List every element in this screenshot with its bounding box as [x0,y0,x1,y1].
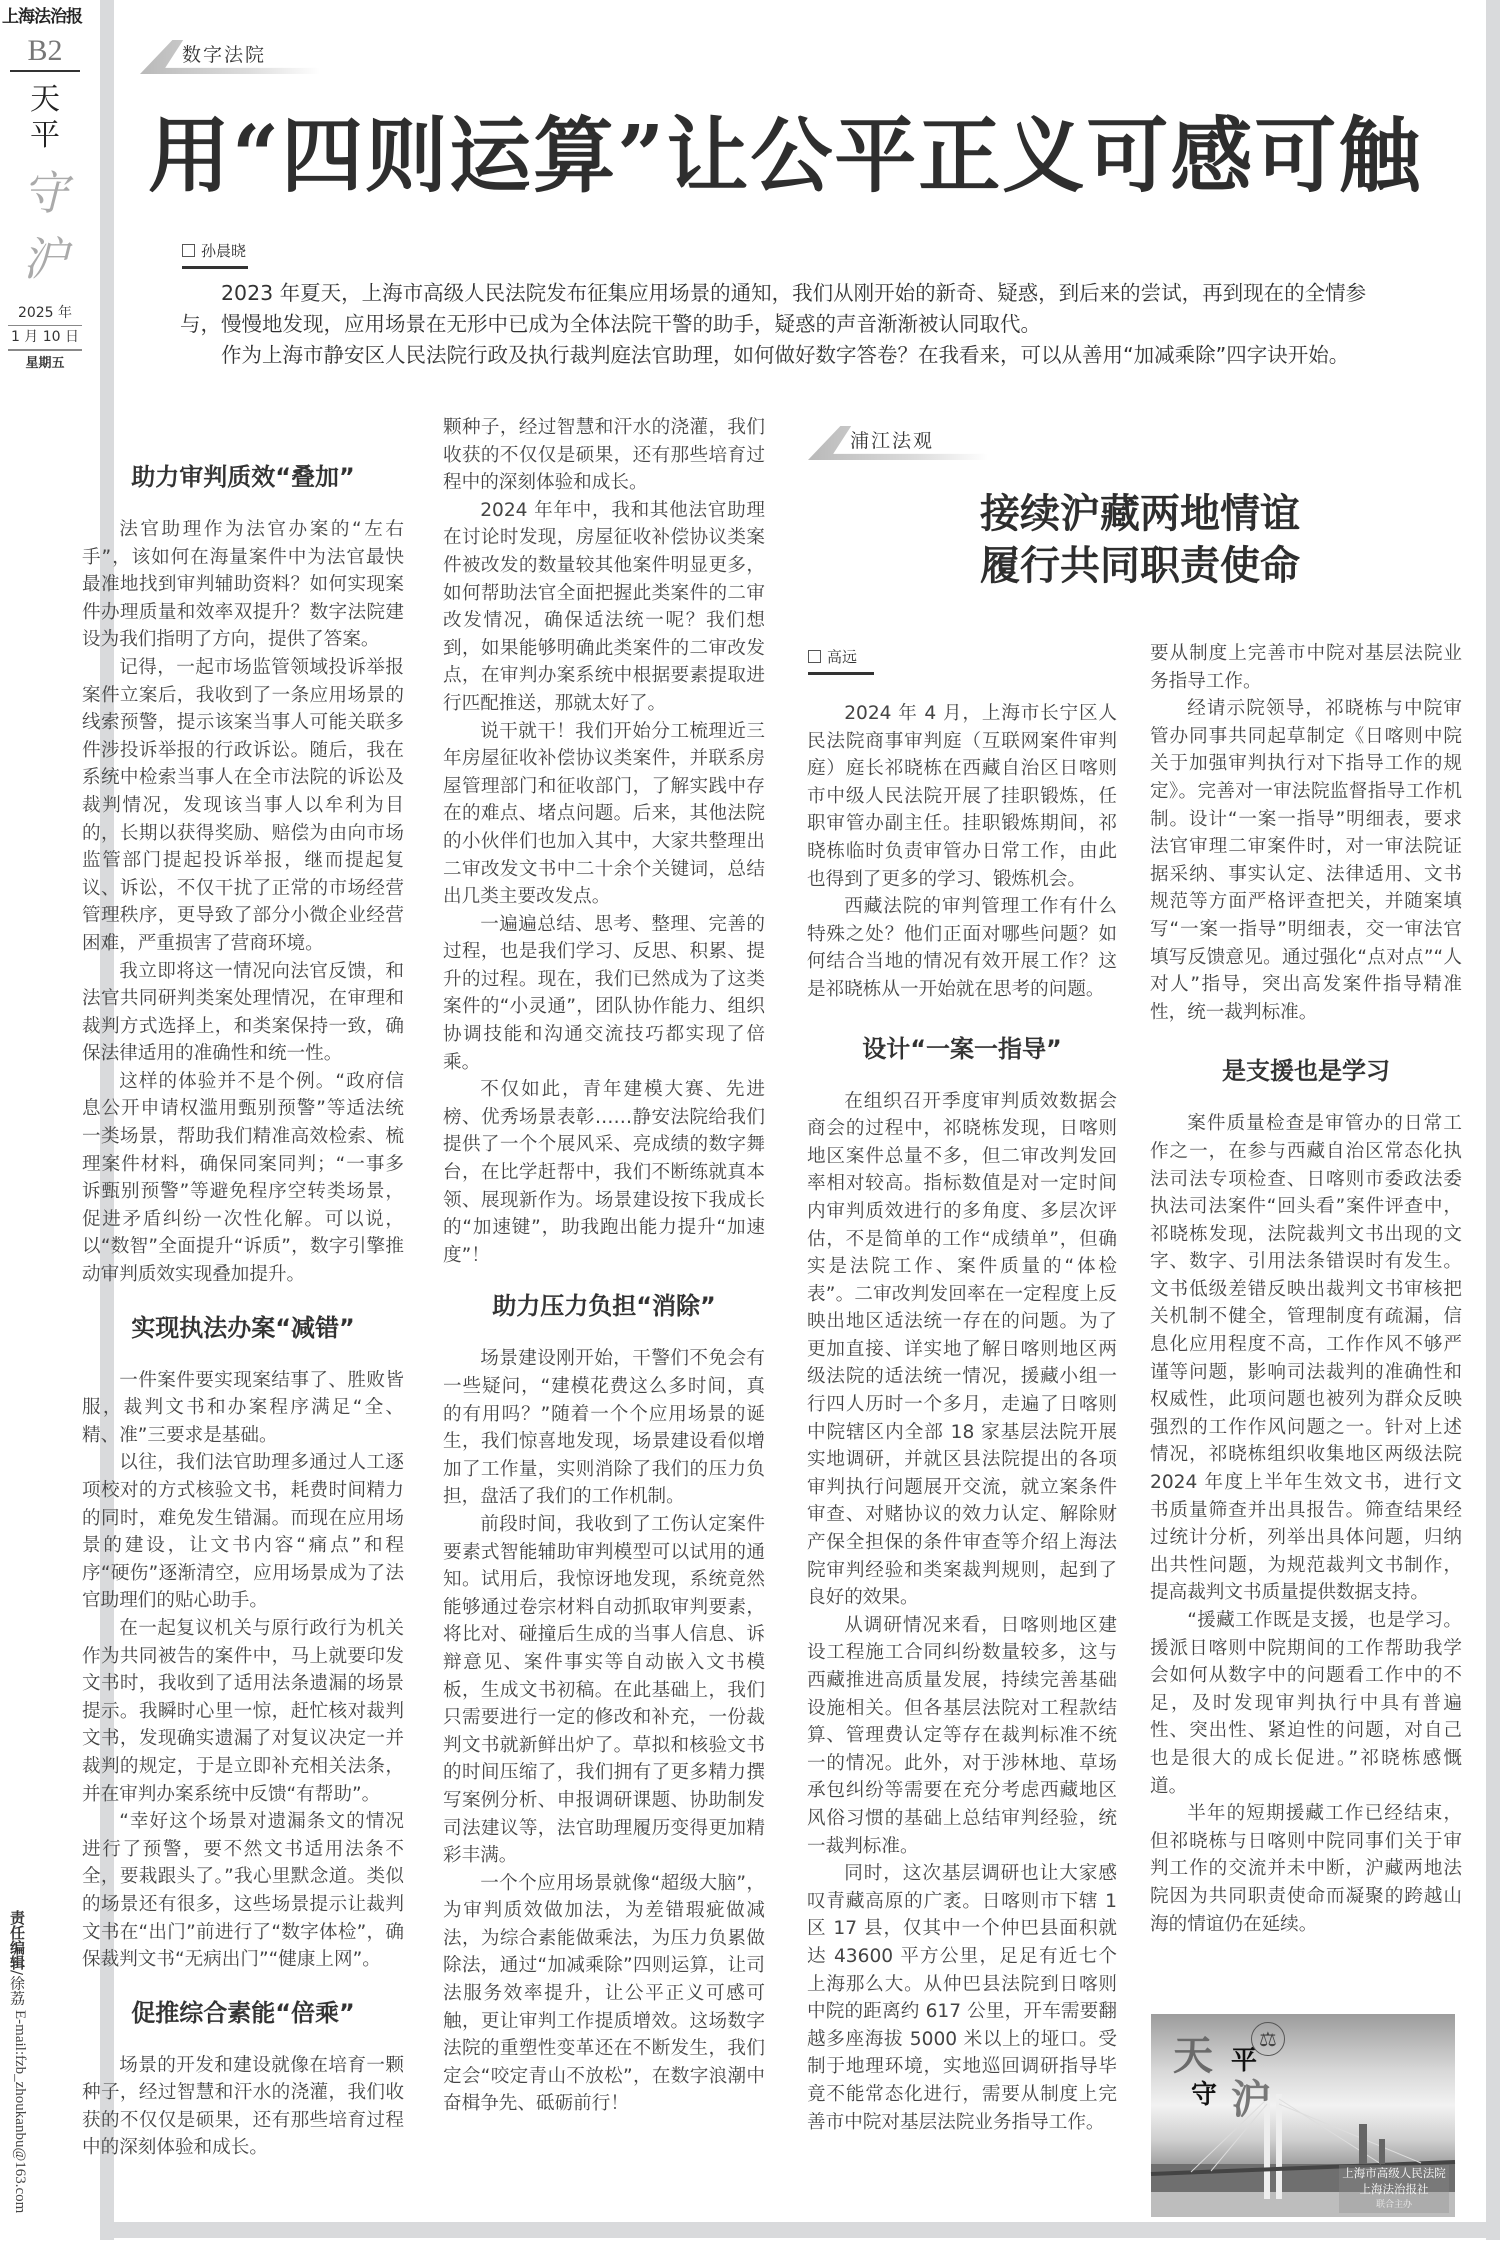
date-year: 2025 年 [8,302,82,326]
paragraph: 场景建设刚开始，干警们不免会有一些疑问，“建模花费这么多时间，真的有用吗？”随着一个个应用场景的诞生，我们惊喜地发现，场景建设看似增加了工作量，实则消除了我们的压力负担，盘活了我们的工作机制。 [443,1348,765,1508]
banner-char: 守 [1191,2080,1218,2110]
editor-credit [0,1910,28,2005]
column-char: 沪 [22,232,68,286]
section-heading: 助力审判质效“叠加” [131,463,355,491]
byline-box-icon [182,244,195,257]
paragraph: 西藏法院的审判管理工作有什么特殊之处？他们正面对哪些问题？如何结合当地的情况有效开展工作？这是祁晓栋从一开始就在思考的问题。 [807,896,1117,1000]
section-tag-label: 浦江法观 [850,430,935,452]
paragraph: 记得，一起市场监管领域投诉举报案件立案后，我收到了一条应用场景的线索预警，提示该案当事人可能关联多件涉投诉举报的行政诉讼。随后，我在系统中检索当事人在全市法院的诉讼及裁判情况，发现该当事人以牟利为目的，长期以获得奖励、赔偿为由向市场监管部门提起投诉举报，继而提起复议、诉讼，不仅干扰了正常的市场经营管理秩序，更导致了部分小微企业经营困难，严重损害了营商环境。 [82,656,404,954]
page-number: B2 [10,34,80,72]
byline-rule [808,672,874,675]
banner-char: 天 [1173,2032,1213,2079]
author-name: 孙晨晓 [201,242,247,260]
article1-title: 用“四则运算”让公平正义可感可触 [148,108,1423,204]
caption-line: 上海市高级人民法院 [1342,2166,1446,2180]
page-frame-right [1486,0,1500,2240]
caption-line: 上海法治报社 [1359,2182,1429,2196]
paragraph: 这样的体验并不是个例。“政府信息公开申请权滥用甄别预警”等适法统一类场景，帮助我们精准高效检索、梳理案件材料，确保同案同判；“一事多诉甄别预警”等避免程序空转类场景，促进矛盾纠纷一次性化解。可以说，以“数智”全面提升“诉质”，数字引擎推动审判质效实现叠加提升。 [82,1070,404,1286]
newspaper-masthead: 上海法治报 [2,7,82,27]
column-char: 平 [30,118,60,153]
paragraph: 经请示院领导，祁晓栋与中院审管办同事共同起草制定《日喀则中院关于加强审判执行对下指导工作的规定》。完善对一审法院监督指导工作机制。设计“一案一指导”明细表，要求法官审理二审案件时，对一审法院证据采纳、事实认定、法律适用、文书规范等方面严格评查把关，并随案填写“一案一指导”明细表，交一审法官填写反馈意见。通过强化“点对点”“人对人”指导，突出高发案件指导精准性，统一裁判标准。 [1150,698,1462,1023]
paragraph: 2024 年年中，我和其他法官助理在讨论时发现，房屋征收补偿协议类案件被改发的数量较其他案件明显更多，如何帮助法官全面把握此类案件的二审改发情况，确保适法统一呢？我们想到，如果能够明确此类案件的二审改发点，在审判办案系统中根据要素提取进行匹配推送，那就太好了。 [443,499,765,714]
column-banner-photo [1151,2014,1455,2217]
paragraph: 2024 年 4 月，上海市长宁区人民法院商事审判庭（互联网案件审判庭）庭长祁晓栋在西藏自治区日喀则市中级人民法院开展了挂职锻炼，任职审管办副主任。挂职锻炼期间，祁晓栋临时负责审管办日常工作，由此也得到了更多的学习、锻炼机会。 [807,703,1117,890]
section-heading: 是支援也是学习 [1222,1057,1390,1086]
editor-name: /徐荔 [8,1970,26,2006]
paragraph: 以往，我们法官助理多通过人工逐项校对的方式核验文书，耗费时间精力的同时，难免发生错漏。而现在应用场景的建设，让文书内容“痛点”和程序“硬伤”逐渐清空，应用场景成为了法官助理们的贴心助手。 [82,1452,404,1612]
column-name-line2 [10,160,80,292]
section-heading: 设计“一案一指导” [862,1034,1062,1063]
page-frame-bottom [100,2222,1500,2238]
section-tag-digital-court [140,40,320,74]
paragraph: 场景的开发和建设就像在培育一颗种子，经过智慧和汗水的浇灌，我们收获的不仅仅是硕果，还有那些培育过程中的深刻体验和成长。 [82,2054,404,2159]
banner-char: 沪 [1231,2077,1271,2123]
editor-email: E-mail:fzb_zhoukanbu@163.com [12,2010,28,2214]
article1-byline [182,240,246,261]
skyscraper [1379,2139,1385,2164]
paragraph: 说干就干！我们开始分工梳理近三年房屋征收补偿协议类案件，并联系房屋管理部门和征收部门，了解实践中存在的难点、堵点问题。后来，其他法院的小伙伴们也加入其中，大家共整理出二审改发文书中二十余个关键词，总结出几类主要改发点。 [443,720,765,908]
paragraph: “援藏工作既是支援，也是学习。援派日喀则中院期间的工作帮助我学会如何从数字中的问题看工作中的不足，及时发现审判执行中具有普遍性、突出性、紧迫性的问题，对自己也是很大的成长促进。”祁晓栋感慨道。 [1150,1610,1462,1797]
byline-box-icon [808,650,821,663]
paragraph-continued: 要从制度上完善市中院对基层法院业务指导工作。 [1150,643,1462,692]
article2-column-1 [807,700,1117,2136]
column-char: 天 [30,82,60,117]
paragraph: 同时，这次基层调研也让大家感叹青藏高原的广袤。日喀则市下辖 1 区 17 县，仅其中一个仲巴县面积就达 43600 平方公里，足足有近七个上海那么大。从仲巴县法院到日喀则中院的距离约 617 公里，开车需要翻越多座海拔 5000 米以上的垭口。受制于地理环境，实地巡回调研指导毕竟不能常态化进行，需要从制度上完善市中院对基层法院业务指导工作。 [807,1863,1117,2133]
paragraph: 在一起复议机关与原行政行为机关作为共同被告的案件中，马上就要印发文书时，我收到了适用法条遗漏的场景提示。我瞬时心里一惊，赶忙核对裁判文书，发现确实遗漏了对复议决定一并裁判的规定，于是立即补充相关法条，并在审判办案系统中反馈“有帮助”。 [82,1617,404,1805]
paragraph: 案件质量检查是审管办的日常工作之一，在参与西藏自治区常态化执法司法专项检查、日喀则市委政法委执法司法案件“回头看”案件评查中，祁晓栋发现，法院裁判文书出现的文字、数字、引用法条错误时有发生。文书低级差错反映出裁判文书审核把关机制不健全，管理制度有疏漏，信息化应用程度不高，工作作风不够严谨等问题，影响司法裁判的准确性和权威性，此项问题也被列为群众反映强烈的工作作风问题之一。针对上述情况，祁晓栋组织收集地区两级法院 2024 年度上半年生效文书，进行文书质量筛查并出具报告。筛查结果经过统计分析，列举出具体问题，归纳出共性问题，为规范裁判文书制作，提高裁判文书质量提供数据支持。 [1150,1113,1462,1604]
title-line: 接续沪藏两地情谊 [980,490,1300,537]
scales-of-justice-icon: ⚖ [1251,2022,1285,2056]
section-heading: 促推综合素能“倍乘” [131,1998,355,2027]
lead-paragraph: 作为上海市静安区人民法院行政及执行裁判庭法官助理，如何做好数字答卷？在我看来，可以从善用“加减乘除”四字诀开始。 [221,343,1350,367]
article1-lead [180,278,1400,371]
section-heading: 助力压力负担“消除” [492,1292,716,1321]
article2-column-2 [1150,640,1462,1938]
date-weekday: 星期五 [25,356,65,371]
section-tag-label: 数字法院 [182,44,267,66]
author-name: 高远 [827,648,858,666]
paragraph: 一个个应用场景就像“超级大脑”，为审判质效做加法，为差错瑕疵做减法，为综合素能做乘法，为压力负累做除法，通过“加减乘除”四则运算，让司法服务效率提升，让公平正义可感可触，更让审判工作提质增效。这场数字法院的重塑性变革还在不断发生，我们定会“咬定青山不放松”，在数字浪潮中奋楫争先、砥砺前行！ [443,1872,765,2115]
paragraph: 在组织召开季度审判质效数据会商会的过程中，祁晓栋发现，日喀则地区案件总量不多，但二审改判发回率相对较高。指标数值是对一定时间内审判质效进行的多角度、多层次评估，不是简单的工作“成绩单”，但确实是法院工作、案件质量的“体检表”。二审改判发回率在一定程度上反映出地区适法统一存在的问题。为了更加直接、详实地了解日喀则地区两级法院的适法统一情况，援藏小组一行四人历时一个多月，走遍了日喀则中院辖区内全部 18 家基层法院开展实地调研，并就区县法院提出的各项审判执行问题展开交流，就立案条件审查、对赌协议的效力认定、解除财产保全担保的条件审查等介绍上海法院审判经验和类案裁判规则，起到了良好的效果。 [807,1090,1117,1609]
cable [1279,2104,1421,2163]
paragraph-continued: 颗种子，经过智慧和汗水的浇灌，我们收获的不仅仅是硕果，还有那些培育过程中的深刻体验和成长。 [443,417,765,494]
date-month-day: 1 月 10 日 [8,326,82,351]
column-name-line1 [10,82,80,154]
banner-caption [1339,2165,1449,2213]
banner-char: 平 [1231,2046,1258,2076]
skyscraper [1359,2124,1367,2164]
lead-paragraph: 2023 年夏天，上海市高级人民法院发布征集应用场景的通知，我们从刚开始的新奇、疑惑，到后来的尝试，再到现在的全情参与，慢慢地发现，应用场景在无形中已成为全体法院干警的助手，疑惑的声音渐渐被认同取代。 [180,281,1367,336]
paragraph: 从调研情况来看，日喀则地区建设工程施工合同纠纷数量较多，这与西藏推进高质量发展，持续完善基础设施相关。但各基层法院对工程款结算、管理费认定等存在裁判标准不统一的情况。此外，对于涉林地、草场承包纠纷等需要在充分考虑西藏地区风俗习惯的基础上总结审判经验，统一裁判标准。 [807,1614,1117,1857]
editor-label: 责任编辑 [8,1910,26,1970]
title-line: 履行共同职责使命 [980,542,1300,589]
column-char: 守 [22,166,68,220]
caption-small: 联合主办 [1375,2200,1412,2210]
paragraph: 半年的短期援藏工作已经结束，但祁晓栋与日喀则中院同事们关于审判工作的交流并未中断，沪藏两地法院因为共同职责使命而凝聚的跨越山海的情谊仍在延续。 [1150,1803,1462,1935]
paragraph: “幸好这个场景对遗漏条文的情况进行了预警，要不然文书适用法条不全，要栽跟头了。”我心里默念道。类似的场景还有很多，这些场景提示让裁判文书在“出门”前进行了“数字体检”，确保裁判文书“无病出门”“健康上网”。 [82,1811,404,1971]
byline-rule [182,266,248,269]
paragraph: 前段时间，我收到了工伤认定案件要素式智能辅助审判模型可以试用的通知。试用后，我惊讶地发现，系统竟然能够通过卷宗材料自动抓取审判要素，将比对、碰撞后生成的当事人信息、诉辩意见、案件事实等自动嵌入文书模板，生成文书初稿。在此基础上，我们只需要进行一定的修改和补充，一份裁判文书就新鲜出炉了。草拟和核验文书的时间压缩了，我们拥有了更多精力撰写案例分析、申报调研课题、协助制发司法建议等，法官助理履历变得更加精彩丰满。 [443,1513,765,1867]
paragraph: 我立即将这一情况向法官反馈，和法官共同研判类案处理情况，在审理和裁判方式选择上，和类案保持一致，确保法律适用的准确性和统一性。 [82,960,404,1065]
section-tag-pujiang [808,426,988,460]
paragraph: 法官助理作为法官办案的“左右手”，该如何在海量案件中为法官最快最准地找到审判辅助资料？如何实现案件办理质量和效率双提升？数字法院建设为我们指明了方向，提供了答案。 [82,519,404,651]
article1-column-1 [82,442,404,2159]
paragraph: 不仅如此，青年建模大赛、先进榜、优秀场景表彰……静安法院给我们提供了一个个展风采、亮成绩的数字舞台，在比学赶帮中，我们不断练就真本领、展现新作为。场景建设按下我成长的“加速键”，助我跑出能力提升“加速度”！ [443,1079,765,1266]
paragraph: 一件案件要实现案结事了、胜败皆服，裁判文书和办案程序满足“全、精、准”三要求是基础。 [82,1369,404,1446]
paragraph: 一遍遍总结、思考、整理、完善的过程，也是我们学习、反思、积累、提升的过程。现在，我们已然成为了这类案件的“小灵通”，团队协作能力、组织协调技能和沟通交流技巧都实现了倍乘。 [443,913,765,1073]
section-heading: 实现执法办案“减错” [131,1313,355,1342]
article2-title [860,488,1420,592]
article1-column-2 [443,414,765,2118]
article2-byline [808,646,857,667]
